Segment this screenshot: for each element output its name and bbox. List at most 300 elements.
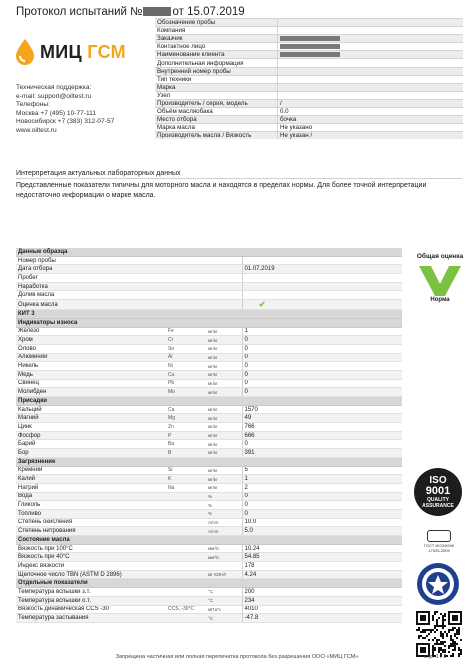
info-row [155,67,463,75]
empty-cell [362,327,402,336]
oil-drop-icon [14,38,36,66]
empty-cell [322,562,362,571]
empty-cell [322,388,362,397]
info-label: Внутренний номер пробы [155,67,278,75]
row-symbol [166,501,206,510]
row-label: Калий [16,475,166,484]
row-unit: мг/кг [206,475,242,484]
empty-cell [362,527,402,536]
empty-cell [322,588,362,597]
row-label: Вязкость динамическая CCS -30 [16,605,166,614]
empty-cell [322,570,362,579]
row-label: Долив масла [16,291,166,300]
table-row [16,362,402,371]
empty-cell [322,483,362,492]
empty-cell [362,605,402,614]
row-value: 4010 [242,605,282,614]
empty-cell [362,388,402,397]
row-symbol: Fe [166,327,206,336]
empty-cell [322,466,362,475]
info-label: Марка масла [155,124,278,132]
empty-cell [282,353,322,362]
row-label: Барий [16,440,166,449]
row-value: 1570 [242,405,282,414]
empty-cell [362,509,402,518]
empty-cell [322,605,362,614]
empty-cell [282,440,322,449]
row-value: 0 [242,336,282,345]
row-label: Хром [16,336,166,345]
row-label: Щелочное число TBN (ASTM D 2896) [16,570,166,579]
table-row [16,300,402,310]
row-value: 4.24 [242,570,282,579]
row-unit: % [206,509,242,518]
row-symbol [166,518,206,527]
info-value [278,43,464,51]
table-row [16,527,402,536]
table-section-header [16,248,402,256]
redacted-value [280,52,340,57]
empty-cell [322,614,362,623]
contact-line: Москва +7 (495) 10-77-111 [16,109,96,117]
info-row [155,35,463,43]
gost-line2: 17025-2009 [428,548,450,553]
empty-cell [282,605,322,614]
empty-cell [322,274,362,283]
row-unit: мг/кг [206,362,242,371]
empty-cell [282,562,322,571]
empty-cell [362,431,402,440]
table-row [16,553,402,562]
row-unit [206,274,242,283]
row-unit: мг/кг [206,483,242,492]
empty-cell [362,336,402,345]
empty-cell [282,527,322,536]
empty-cell [362,466,402,475]
empty-cell [282,291,322,300]
table-section-header [16,397,402,406]
row-label: Кремний [16,466,166,475]
row-unit: мг/кг [206,423,242,432]
row-label: Медь [16,370,166,379]
empty-cell [282,282,322,291]
empty-cell [282,570,322,579]
row-value [242,274,282,283]
table-row [16,614,402,623]
info-value [278,83,464,91]
empty-cell [362,414,402,423]
row-symbol [166,291,206,300]
empty-cell [282,379,322,388]
table-row [16,379,402,388]
info-label: Место отбора [155,116,278,124]
row-value: 5.0 [242,527,282,536]
row-value: 01.07.2019 [242,265,282,274]
row-label: Степень нитрования [16,527,166,536]
row-symbol [166,614,206,623]
row-label: Пробег [16,274,166,283]
table-row [16,336,402,345]
empty-cell [322,553,362,562]
empty-cell [322,501,362,510]
page-number: стр. 1 / 2 [424,654,447,660]
row-unit: мг КОН/г [206,570,242,579]
row-symbol: Mg [166,414,206,423]
empty-cell [282,596,322,605]
row-label: Топливо [16,509,166,518]
table-row [16,344,402,353]
row-symbol: Sn [166,344,206,353]
row-label: Железо [16,327,166,336]
empty-cell [362,282,402,291]
row-unit [206,300,242,310]
info-row [155,59,463,67]
row-value: 666 [242,431,282,440]
section-title: Загрязнение [16,457,402,466]
contact-line: Телефоны: [16,101,50,109]
table-row [16,327,402,336]
row-label: Цинк [16,423,166,432]
empty-cell [322,544,362,553]
table-row [16,466,402,475]
empty-cell [282,327,322,336]
empty-cell [322,353,362,362]
empty-cell [362,596,402,605]
table-row [16,518,402,527]
table-row [16,562,402,571]
empty-cell [282,274,322,283]
row-label: Температура вспышки з.т. [16,588,166,597]
row-symbol: Ni [166,362,206,371]
contact-line: Новосибирск +7 (383) 312-07-57 [16,118,115,126]
table-row [16,449,402,458]
info-value [278,19,464,27]
interpretation-text: Представленные показатели типичны для моторного масла и находятся в пределах нормы. Для более точной интерпретации недостаточно информации о марке масла. [16,182,427,199]
table-row [16,509,402,518]
empty-cell [362,291,402,300]
row-value: 0 [242,344,282,353]
empty-cell [282,466,322,475]
analysis-data-table [16,248,402,623]
empty-cell [282,509,322,518]
empty-cell [322,256,362,265]
empty-cell [322,492,362,501]
info-label: Компания [155,27,278,35]
empty-cell [322,475,362,484]
row-label: Олово [16,344,166,353]
row-label: Степень окисления [16,518,166,527]
info-value [278,59,464,67]
footer-disclaimer: Запрещена частичная или полная перепечатка протокола без разрешения ООО «МИЦ ГСМ» [115,654,359,660]
empty-cell [362,370,402,379]
empty-cell [282,336,322,345]
empty-cell [322,423,362,432]
empty-cell [322,414,362,423]
table-section-header [16,310,402,319]
interpretation-divider [16,178,462,179]
empty-cell [282,414,322,423]
row-unit: мг/кг [206,336,242,345]
row-unit: A/cm [206,527,242,536]
row-value: 178 [242,562,282,571]
row-label: Дата отбора [16,265,166,274]
iso-line2: ASSURANCE [422,502,454,509]
row-symbol [166,544,206,553]
row-value: 10.24 [242,544,282,553]
empty-cell [322,327,362,336]
interpretation-title: Интерпретация актуальных лабораторных данных [16,170,181,177]
empty-cell [282,518,322,527]
row-unit: мг/кг [206,466,242,475]
row-value: 0 [242,362,282,371]
table-row [16,265,402,274]
empty-cell [362,423,402,432]
row-label: Натрий [16,483,166,492]
empty-cell [322,379,362,388]
overall-label: Общая оценка [416,253,464,260]
row-symbol: Pb [166,379,206,388]
info-value [278,91,464,99]
empty-cell [362,544,402,553]
iso-line1: QUALITY [427,496,449,503]
table-row [16,588,402,597]
row-value: 0 [242,440,282,449]
empty-cell [362,614,402,623]
info-label: Производитель масла / Вязкость [155,132,278,140]
section-title: Присадки [16,397,402,406]
info-value: Не указан / [278,132,464,140]
row-value: 2 [242,483,282,492]
empty-cell [362,265,402,274]
row-value [242,256,282,265]
empty-cell [282,423,322,432]
empty-cell [362,492,402,501]
row-value: 0 [242,379,282,388]
iso-top: ISO [429,474,447,486]
info-label: Марка [155,83,278,91]
empty-cell [362,379,402,388]
info-row [155,51,463,59]
row-value [242,282,282,291]
info-value [278,35,464,43]
table-row [16,388,402,397]
info-value: бочка [278,116,464,124]
empty-cell [282,265,322,274]
empty-cell [322,362,362,371]
row-symbol: Zn [166,423,206,432]
table-row [16,544,402,553]
row-symbol: Na [166,483,206,492]
section-title: Данные образца [16,248,402,256]
table-section-header [16,579,402,588]
table-row [16,256,402,265]
section-title: Индикаторы износа [16,318,402,327]
row-symbol: B [166,449,206,458]
qr-code[interactable] [416,611,462,657]
row-value: 0 [242,509,282,518]
row-value: 0 [242,388,282,397]
row-label: Бор [16,449,166,458]
row-value: 200 [242,588,282,597]
contacts-block [16,84,114,136]
row-unit: °C [206,596,242,605]
table-row [16,431,402,440]
row-unit: мг/кг [206,449,242,458]
empty-cell [362,440,402,449]
info-value [278,67,464,75]
title-date: от 15.07.2019 [172,6,245,18]
row-unit: мм²/с [206,544,242,553]
row-value [242,291,282,300]
empty-cell [322,336,362,345]
row-value: 1 [242,327,282,336]
empty-cell [362,588,402,597]
empty-cell [282,483,322,492]
redacted-number [143,7,171,16]
row-value: 10.0 [242,518,282,527]
row-label: Алюминий [16,353,166,362]
empty-cell [362,362,402,371]
table-row [16,570,402,579]
info-value: Не указано [278,124,464,132]
empty-cell [362,518,402,527]
row-label: Свинец [16,379,166,388]
empty-cell [322,440,362,449]
redacted-value [280,36,340,41]
empty-cell [362,353,402,362]
row-symbol [166,509,206,518]
row-label: Фосфор [16,431,166,440]
table-row [16,605,402,614]
protocol-title [16,6,245,18]
iso-9001-badge [414,468,464,516]
row-unit [206,562,242,571]
table-row [16,414,402,423]
empty-cell [322,300,362,310]
row-value: 1 [242,475,282,484]
info-label: Заказчик [155,35,278,43]
gost-accreditation-mark [414,530,464,553]
table-section-header [16,457,402,466]
info-row [155,132,463,140]
row-value: 54.85 [242,553,282,562]
empty-cell [322,291,362,300]
empty-cell [362,256,402,265]
row-symbol: K [166,475,206,484]
row-value: 766 [242,423,282,432]
company-logo [14,38,126,66]
sample-info-table [155,18,463,139]
accreditation-icon [427,530,451,542]
row-value: 5 [242,466,282,475]
row-unit: A/cm [206,518,242,527]
empty-cell [282,344,322,353]
empty-cell [322,527,362,536]
contact-line[interactable]: www.oiltest.ru [16,126,57,134]
row-label: Оценка масла [16,300,166,310]
info-label: Контактное лицо [155,43,278,51]
row-symbol [166,492,206,501]
row-unit: мг/кг [206,431,242,440]
row-unit [206,265,242,274]
empty-cell [322,405,362,414]
empty-cell [362,570,402,579]
info-label: Узел [155,91,278,99]
info-label: Тип техники [155,75,278,83]
row-symbol: Si [166,466,206,475]
info-row [155,99,463,107]
row-symbol [166,553,206,562]
row-symbol [166,274,206,283]
empty-cell [282,256,322,265]
empty-cell [282,544,322,553]
info-value: 0.0 [278,108,464,116]
row-label: Вязкость при 100°C [16,544,166,553]
logo-text: МИЦ ГСМ [40,41,126,62]
title-prefix: Протокол испытаний № [16,6,143,18]
row-symbol: P [166,431,206,440]
check-icon: ✔ [258,300,266,310]
row-symbol [166,570,206,579]
info-value [278,27,464,35]
empty-cell [362,483,402,492]
row-unit [206,291,242,300]
table-row [16,353,402,362]
row-unit: мг/кг [206,327,242,336]
row-symbol: Cu [166,370,206,379]
row-value: 49 [242,414,282,423]
info-row [155,83,463,91]
info-label: Дополнительная информация [155,59,278,67]
row-symbol: Ca [166,405,206,414]
info-label: Обозначение пробы [155,19,278,27]
row-unit: мг/кг [206,379,242,388]
row-unit: °C [206,588,242,597]
row-label: Температура застывания [16,614,166,623]
row-label: Молибден [16,388,166,397]
info-value: / [278,99,464,107]
row-unit: мг/кг [206,388,242,397]
row-symbol [166,596,206,605]
table-row [16,501,402,510]
row-value: 234 [242,596,282,605]
row-unit: мг/кг [206,440,242,449]
empty-cell [362,405,402,414]
row-unit: мг/кг [206,414,242,423]
empty-cell [362,501,402,510]
row-label: Магний [16,414,166,423]
row-symbol: Cr [166,336,206,345]
info-row [155,91,463,99]
empty-cell [282,300,322,310]
empty-cell [362,300,402,310]
row-unit: мм²/с [206,553,242,562]
info-row [155,75,463,83]
row-unit [206,282,242,291]
contact-line[interactable]: e-mail: support@oiltest.ru [16,92,92,100]
section-title: КИТ 3 [16,310,402,319]
table-row [16,483,402,492]
row-symbol: Ba [166,440,206,449]
empty-cell [282,492,322,501]
info-label: Производитель / серия, модель [155,99,278,107]
empty-cell [282,614,322,623]
certification-seal-icon [416,562,460,606]
empty-cell [322,518,362,527]
empty-cell [282,475,322,484]
table-row [16,282,402,291]
empty-cell [322,431,362,440]
